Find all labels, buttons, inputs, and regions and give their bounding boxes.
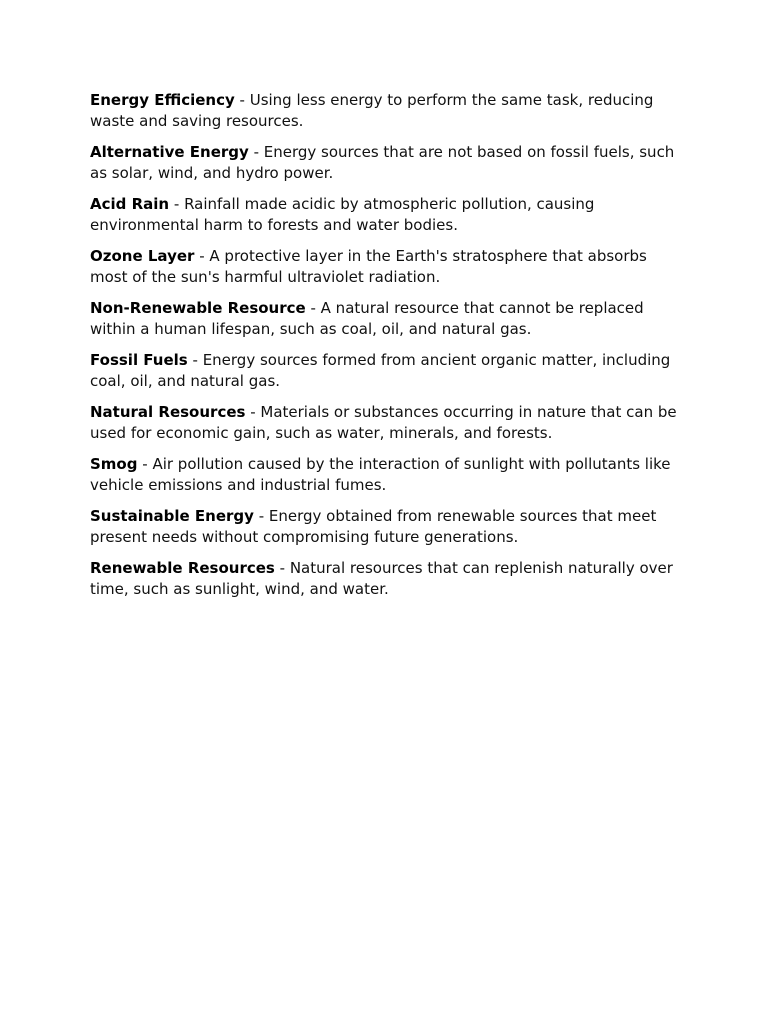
- term-separator: -: [194, 247, 210, 265]
- term-separator: -: [253, 507, 269, 525]
- glossary-term: Fossil Fuels: [90, 351, 188, 369]
- glossary-definition: A natural resource that cannot be replaced within a human lifespan, such as coal, oil, and natural gas.: [90, 299, 644, 338]
- glossary-entry: [90, 350, 678, 392]
- term-separator: -: [187, 351, 203, 369]
- term-separator: -: [137, 455, 153, 473]
- term-separator: -: [245, 403, 261, 421]
- glossary-term: Sustainable Energy: [90, 507, 254, 525]
- glossary-definition: Energy obtained from renewable sources that meet present needs without compromising future generations.: [90, 507, 657, 546]
- glossary-definition: Using less energy to perform the same task, reducing waste and saving resources.: [90, 91, 654, 130]
- glossary-entry: [90, 558, 678, 600]
- glossary-definition: Energy sources formed from ancient organic matter, including coal, oil, and natural gas.: [90, 351, 671, 390]
- glossary-list: [90, 90, 768, 600]
- glossary-term: Ozone Layer: [90, 247, 195, 265]
- term-separator: -: [169, 195, 185, 213]
- glossary-entry: [90, 506, 678, 548]
- glossary-entry: [90, 142, 678, 184]
- glossary-term: Alternative Energy: [90, 143, 249, 161]
- glossary-definition: Energy sources that are not based on fossil fuels, such as solar, wind, and hydro power.: [90, 143, 675, 182]
- glossary-definition: Natural resources that can replenish naturally over time, such as sunlight, wind, and water.: [90, 559, 673, 598]
- glossary-definition: Materials or substances occurring in nature that can be used for economic gain, such as water, minerals, and forests.: [90, 403, 677, 442]
- term-separator: -: [234, 91, 250, 109]
- term-separator: -: [248, 143, 264, 161]
- glossary-term: Smog: [90, 455, 138, 473]
- term-separator: -: [274, 559, 290, 577]
- glossary-entry: [90, 298, 678, 340]
- term-separator: -: [305, 299, 321, 317]
- glossary-entry: [90, 454, 678, 496]
- glossary-entry: [90, 90, 678, 132]
- glossary-entry: [90, 402, 678, 444]
- glossary-definition: Rainfall made acidic by atmospheric pollution, causing environmental harm to forests and water bodies.: [90, 195, 595, 234]
- glossary-term: Energy Efficiency: [90, 91, 235, 109]
- glossary-definition: Air pollution caused by the interaction of sunlight with pollutants like vehicle emissions and industrial fumes.: [90, 455, 671, 494]
- glossary-definition: A protective layer in the Earth's stratosphere that absorbs most of the sun's harmful ultraviolet radiation.: [90, 247, 647, 286]
- glossary-term: Renewable Resources: [90, 559, 275, 577]
- glossary-term: Acid Rain: [90, 195, 170, 213]
- glossary-term: Non-Renewable Resource: [90, 299, 306, 317]
- glossary-entry: [90, 246, 678, 288]
- glossary-entry: [90, 194, 678, 236]
- glossary-term: Natural Resources: [90, 403, 246, 421]
